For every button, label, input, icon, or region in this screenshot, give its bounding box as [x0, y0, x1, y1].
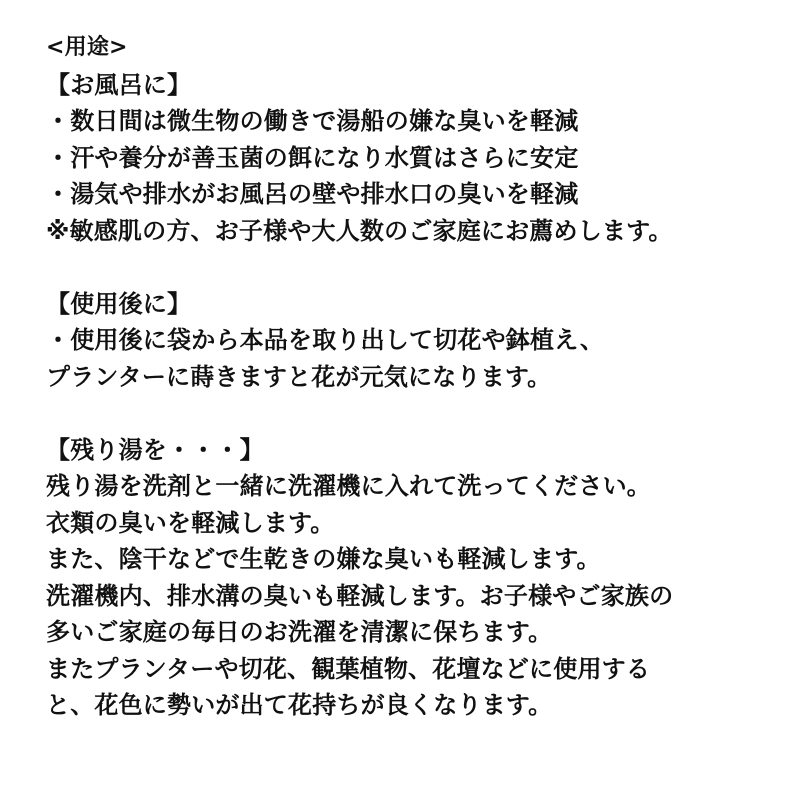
usage-title: <用途>	[46, 35, 128, 60]
after-use-line: ・使用後に袋から本品を取り出して切花や鉢植え、	[46, 326, 605, 354]
spacer	[46, 395, 786, 432]
after-use-heading: 【使用後に】	[46, 289, 192, 318]
leftover-line: と、花色に勢いが出て花持ちが良くなります。	[46, 691, 553, 719]
bath-line: ・数日間は微生物の働きで湯船の嫌な臭いを軽減	[46, 107, 579, 135]
bath-line: ・汗や養分が善玉菌の餌になり水質はさらに安定	[46, 143, 579, 172]
leftover-line: 衣類の臭いを軽減します。	[46, 508, 335, 537]
leftover-heading: 【残り湯を・・・】	[46, 435, 264, 464]
leftover-line: 洗濯機内、排水溝の臭いも軽減します。お子様やご家族の	[46, 581, 674, 610]
usage-document	[46, 30, 786, 724]
bath-heading: 【お風呂に】	[46, 70, 192, 99]
leftover-line: 残り湯を洗剤と一緒に洗濯機に入れて洗ってください。	[46, 472, 651, 500]
leftover-line: またプランターや切花、観葉植物、花壇などに使用する	[46, 654, 651, 683]
bath-line: ・湯気や排水がお風呂の壁や排水口の臭いを軽減	[46, 180, 579, 208]
after-use-line: プランターに蒔きますと花が元気になります。	[46, 362, 552, 391]
bath-note: ※敏感肌の方、お子様や大人数のご家庭にお薦めします。	[46, 216, 673, 245]
leftover-line: また、陰干などで生乾きの嫌な臭いも軽減します。	[46, 545, 601, 573]
leftover-line: 多いご家庭の毎日のお洗濯を清潔に保ちます。	[46, 618, 553, 646]
spacer	[46, 249, 786, 286]
